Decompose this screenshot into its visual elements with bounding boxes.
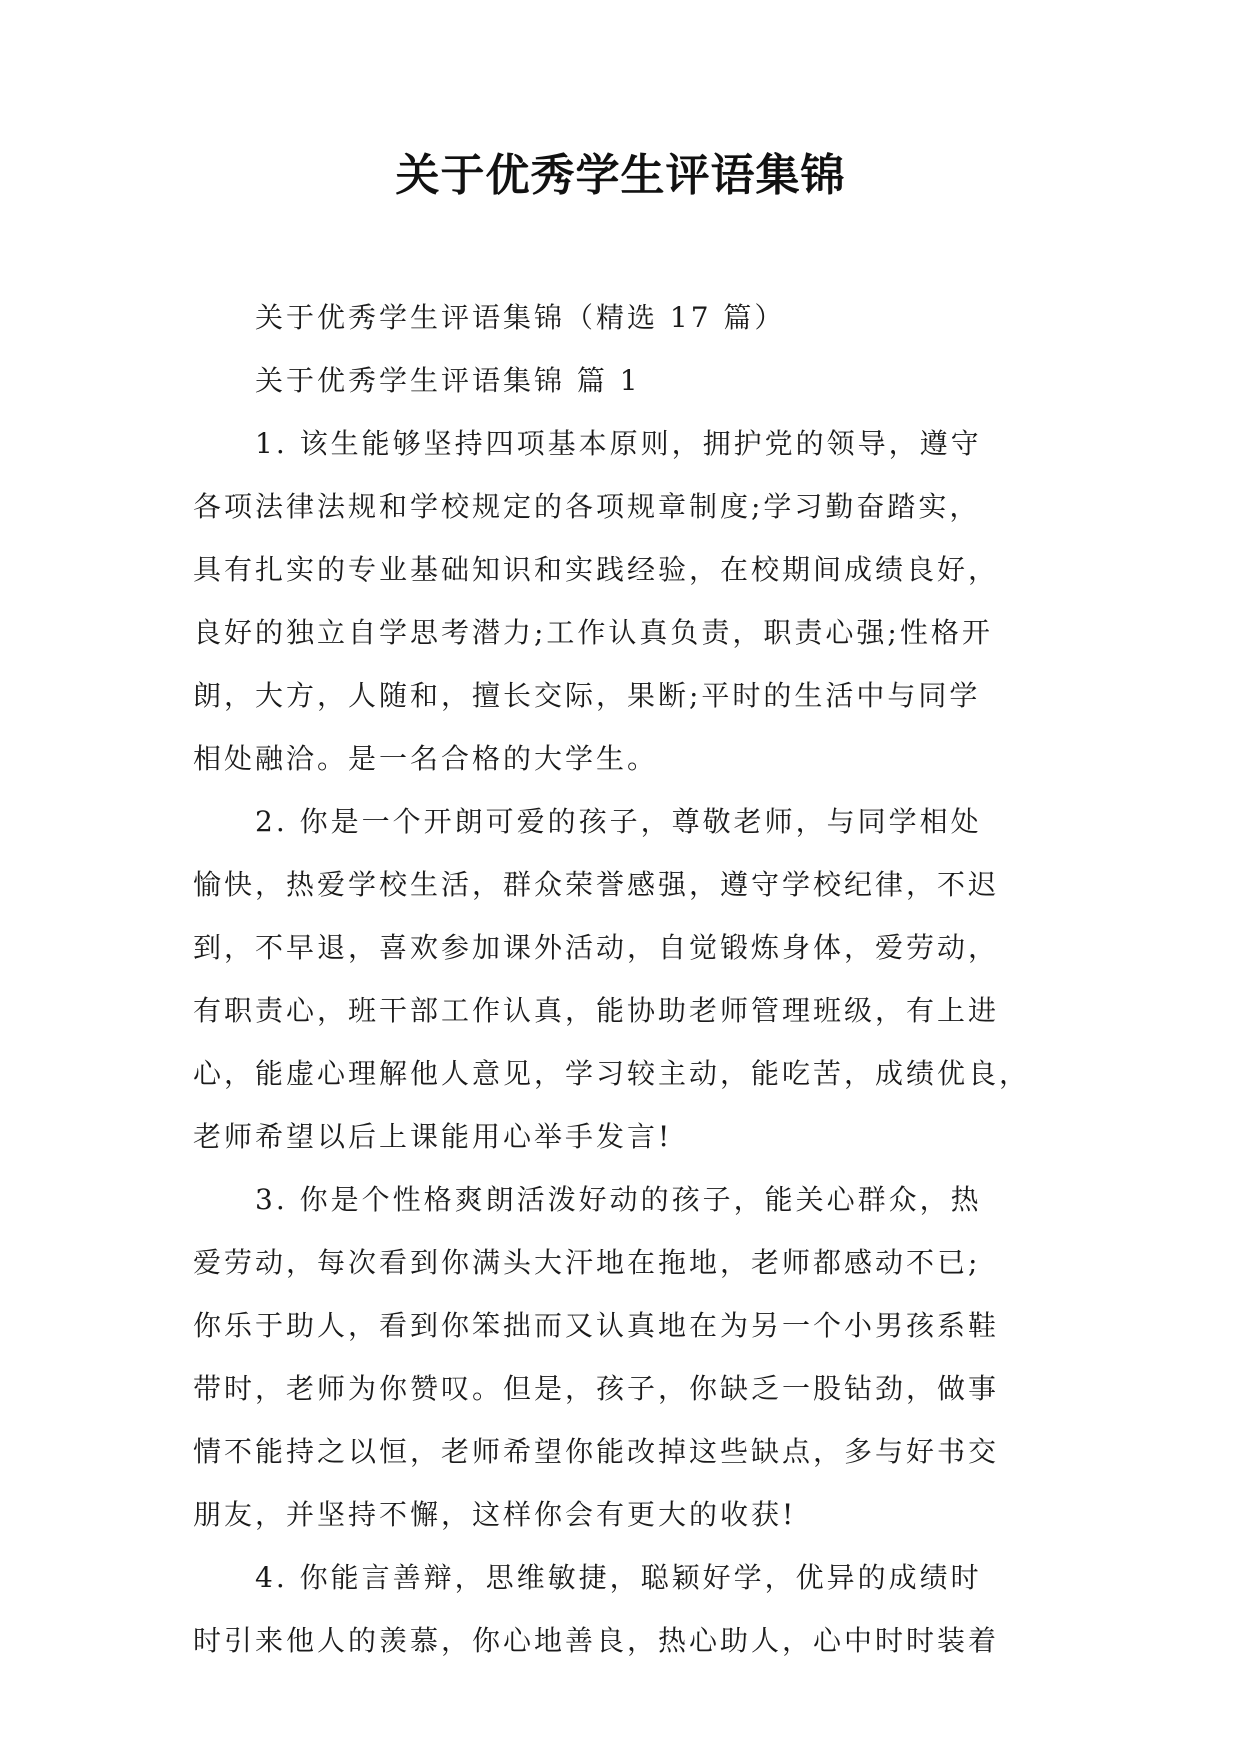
body-line: 4. 你能言善辩，思维敏捷，聪颖好学，优异的成绩时 bbox=[255, 1561, 982, 1594]
body-line: 相处融洽。是一名合格的大学生。 bbox=[193, 742, 659, 775]
body-line: 情不能持之以恒，老师希望你能改掉这些缺点，多与好书交 bbox=[193, 1435, 1000, 1468]
body-line: 爱劳动，每次看到你满头大汗地在拖地，老师都感动不已; bbox=[193, 1246, 981, 1279]
body-line: 时引来他人的羡慕，你心地善良，热心助人，心中时时装着 bbox=[193, 1624, 1000, 1657]
body-line: 2. 你是一个开朗可爱的孩子，尊敬老师，与同学相处 bbox=[255, 805, 982, 838]
body-line: 到，不早退，喜欢参加课外活动，自觉锻炼身体，爱劳动， bbox=[193, 931, 1000, 964]
document-title: 关于优秀学生评语集锦 bbox=[395, 150, 846, 201]
body-line: 关于优秀学生评语集锦 篇 1 bbox=[255, 364, 641, 397]
body-line: 朗，大方，人随和，擅长交际，果断;平时的生活中与同学 bbox=[193, 679, 981, 712]
document-body bbox=[193, 286, 1055, 1672]
body-line: 你乐于助人，看到你笨拙而又认真地在为另一个小男孩系鞋 bbox=[193, 1309, 1000, 1342]
body-line: 3. 你是个性格爽朗活泼好动的孩子，能关心群众，热 bbox=[255, 1183, 982, 1216]
body-line: 良好的独立自学思考潜力;工作认真负责，职责心强;性格开 bbox=[193, 616, 993, 649]
body-line: 关于优秀学生评语集锦（精选 17 篇） bbox=[255, 301, 786, 334]
body-line: 各项法律法规和学校规定的各项规章制度;学习勤奋踏实， bbox=[193, 490, 981, 523]
body-line: 愉快，热爱学校生活，群众荣誉感强，遵守学校纪律，不迟 bbox=[193, 868, 1000, 901]
body-line: 1. 该生能够坚持四项基本原则，拥护党的领导，遵守 bbox=[255, 427, 982, 460]
body-line: 具有扎实的专业基础知识和实践经验，在校期间成绩良好， bbox=[193, 553, 1000, 586]
body-line: 老师希望以后上课能用心举手发言! bbox=[193, 1120, 673, 1153]
body-line: 心，能虚心理解他人意见，学习较主动，能吃苦，成绩优良， bbox=[193, 1057, 1031, 1090]
body-line: 带时，老师为你赞叹。但是，孩子，你缺乏一股钻劲，做事 bbox=[193, 1372, 1000, 1405]
body-line: 有职责心，班干部工作认真，能协助老师管理班级，有上进 bbox=[193, 994, 1000, 1027]
body-line: 朋友，并坚持不懈，这样你会有更大的收获! bbox=[193, 1498, 797, 1531]
